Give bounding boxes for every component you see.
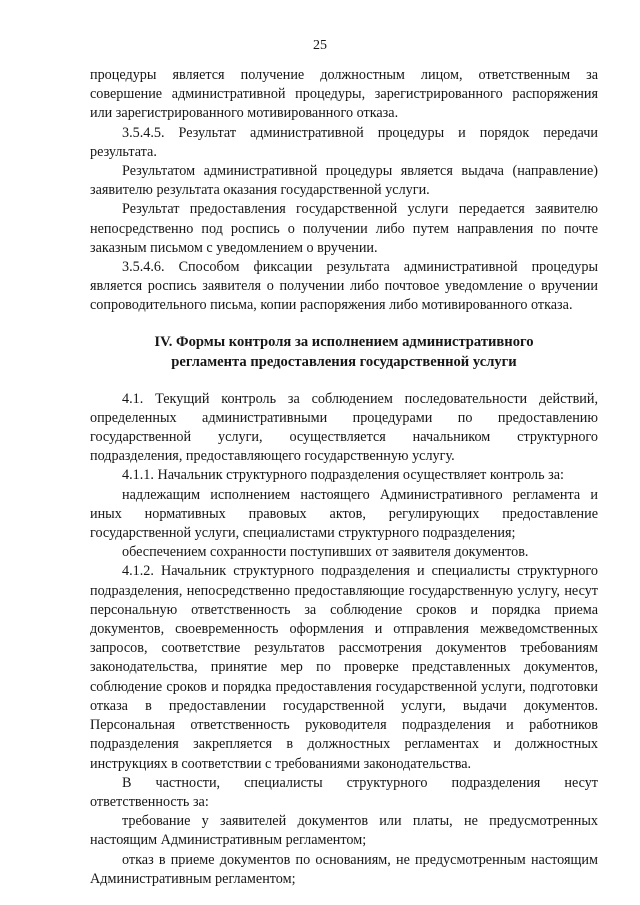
paragraph: требование у заявителей документов или платы, не предусмотренных настоящим Административным регламентом; <box>90 813 598 849</box>
document-body <box>90 66 598 889</box>
paragraph: 3.5.4.5. Результат административной процедуры и порядок передачи результата. <box>90 124 598 160</box>
paragraph: надлежащим исполнением настоящего Административного регламента и иных нормативных правовых актов, регулирующих предоставление государственной услуги, специалистами структурного подразделения; <box>90 486 598 542</box>
section-heading-line: IV. Формы контроля за исполнением административного <box>154 333 534 350</box>
paragraph: Результат предоставления государственной услуги передается заявителю непосредственно под роспись о получении либо путем направления по почте заказным письмом с уведомлением о вручении. <box>90 201 598 256</box>
paragraph: 3.5.4.6. Способом фиксации результата административной процедуры является роспись заявителя о получении либо почтовое уведомление о вручении сопроводительного письма, копии распоряжения либо мотивированного отказа. <box>90 259 598 314</box>
page-number: 25 <box>313 38 327 53</box>
section-heading-line: регламента предоставления государственной услуги <box>171 353 517 370</box>
paragraph: обеспечением сохранности поступивших от заявителя документов. <box>122 544 529 561</box>
paragraph: 4.1. Текущий контроль за соблюдением последовательности действий, определенных административными процедурами по предоставлению государственной услуги, осуществляется начальником структурного подразделения, предоставляющего государственную услугу. <box>90 390 598 465</box>
paragraph: Результатом административной процедуры является выдача (направление) заявителю результата оказания государственной услуги. <box>90 163 598 199</box>
paragraph: 4.1.2. Начальник структурного подразделения и специалисты структурного подразделения, непосредственно предоставляющие государственную услугу, несут персональную ответственность за соблюдение сроков и порядка приема документов, своевременность оформления и отправления межведомственных запросов, соответствие результатов рассмотрения документов требованиям законодательства, принятие мер по проверке представленных документов, соблюдение сроков и порядка предоставления государственной услуги, подготовки отказа в предоставлении государственной услуги, выдачи документов. Персональная ответственность руководителя подразделения и работников подразделения закрепляется в должностных регламентах и должностных инструкциях в соответствии с требованиями законодательства. <box>90 563 598 772</box>
paragraph: 4.1.1. Начальник структурного подразделения осуществляет контроль за: <box>122 467 564 484</box>
paragraphs-after-section <box>90 390 598 889</box>
paragraph: В частности, специалисты структурного подразделения несут ответственность за: <box>90 774 598 810</box>
section-heading <box>90 332 598 372</box>
paragraphs-before-section <box>90 66 598 316</box>
paragraph: процедуры является получение должностным лицом, ответственным за совершение административной процедуры, зарегистрированного распоряжения или зарегистрированного мотивированного отказа. <box>90 67 598 122</box>
paragraph: отказ в приеме документов по основаниям, не предусмотренным настоящим Административным регламентом; <box>90 851 598 887</box>
